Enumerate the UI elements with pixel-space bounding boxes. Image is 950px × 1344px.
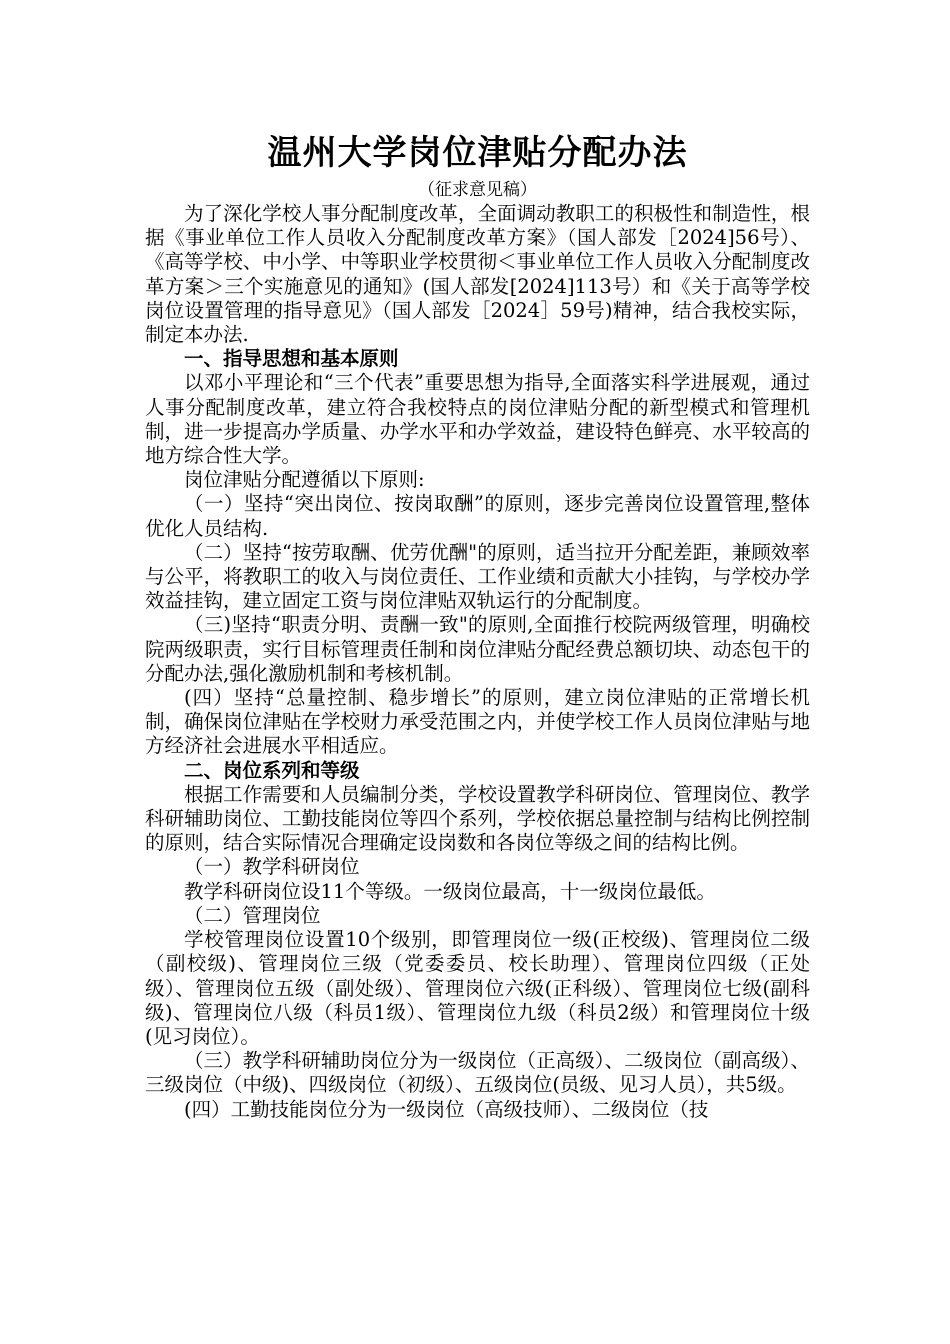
subsection-heading: （二）管理岗位	[184, 903, 321, 927]
document-content	[145, 128, 810, 1122]
document-title: 温州大学岗位津贴分配办法	[267, 133, 688, 173]
principle-item: （二）坚持“按劳取酬、优劳优酬"的原则，适当拉开分配差距，兼顾效率与公平，将教职工的收入与岗位责任、工作业绩和贡献大小挂钩，与学校办学效益挂钩，建立固定工资与岗位津贴双轨运行的分配制度。	[145, 540, 810, 613]
paragraph: 学校管理岗位设置10个级别，即管理岗位一级(正校级)、管理岗位二级（副校级)、管理岗位三级（党委委员、校长助理）、管理岗位四级（正处级）、管理岗位五级（副处级）、管理岗位六级(正科级）、管理岗位七级(副科级)、管理岗位八级（科员1级）、管理岗位九级（科员2级）和管理岗位十级(见习岗位）。	[145, 928, 810, 1048]
principle-item: （一）坚持“突出岗位、按岗取酬”的原则，逐步完善岗位设置管理,整体优化人员结构.	[145, 492, 810, 540]
paragraph: (四）工勤技能岗位分为一级岗位（高级技师）、二级岗位（技	[184, 1097, 709, 1121]
principle-item: （三)坚持“职责分明、责酬一致"的原则,全面推行校院两级管理，明确校院两级职责，实行目标管理责任制和岗位津贴分配经费总额切块、动态包干的分配办法,强化激励机制和考核机制。	[145, 613, 810, 685]
paragraph: 教学科研岗位设11个等级。一级岗位最高，十一级岗位最低。	[184, 879, 716, 903]
paragraph: 岗位津贴分配遵循以下原则:	[184, 468, 425, 492]
paragraph: 根据工作需要和人员编制分类，学校设置教学科研岗位、管理岗位、教学科研辅助岗位、工勤技能岗位等四个系列，学校依据总量控制与结构比例控制的原则，结合实际情况合理确定设岗数和各岗位等级之间的结构比例。	[145, 782, 810, 855]
section-heading-2: 二、岗位系列和等级	[184, 758, 360, 782]
section-heading-1: 一、指导思想和基本原则	[184, 347, 399, 371]
paragraph: （三）教学科研辅助岗位分为一级岗位（正高级）、二级岗位（副高级）、三级岗位（中级)、四级岗位（初级）、五级岗位(员级、见习人员），共5级。	[145, 1049, 810, 1097]
principle-item: (四）坚持“总量控制、稳步增长”的原则，建立岗位津贴的正常增长机制，确保岗位津贴在学校财力承受范围之内，并使学校工作人员岗位津贴与地方经济社会进展水平相适应。	[145, 686, 810, 758]
paragraph: 以邓小平理论和“三个代表”重要思想为指导,全面落实科学进展观，通过人事分配制度改革，建立符合我校特点的岗位津贴分配的新型模式和管理机制，进一步提高办学质量、办学水平和办学效益，建设特色鲜亮、水平较高的地方综合性大学。	[145, 371, 810, 468]
paragraph-intro: 为了深化学校人事分配制度改革，全面调动教职工的积极性和制造性，根据《事业单位工作人员收入分配制度改革方案》（国人部发［2024]56号）、《高等学校、中小学、中等职业学校贯彻＜事业单位工作人员收入分配制度改革方案＞三个实施意见的通知》(国人部发[2024]113号）和《关于高等学校岗位设置管理的指导意见》（国人部发［2024］59号)精神，结合我校实际，制定本办法.	[145, 202, 810, 347]
subsection-heading: （一）教学科研岗位	[184, 855, 360, 879]
document-subtitle: （征求意见稿）	[418, 180, 537, 200]
